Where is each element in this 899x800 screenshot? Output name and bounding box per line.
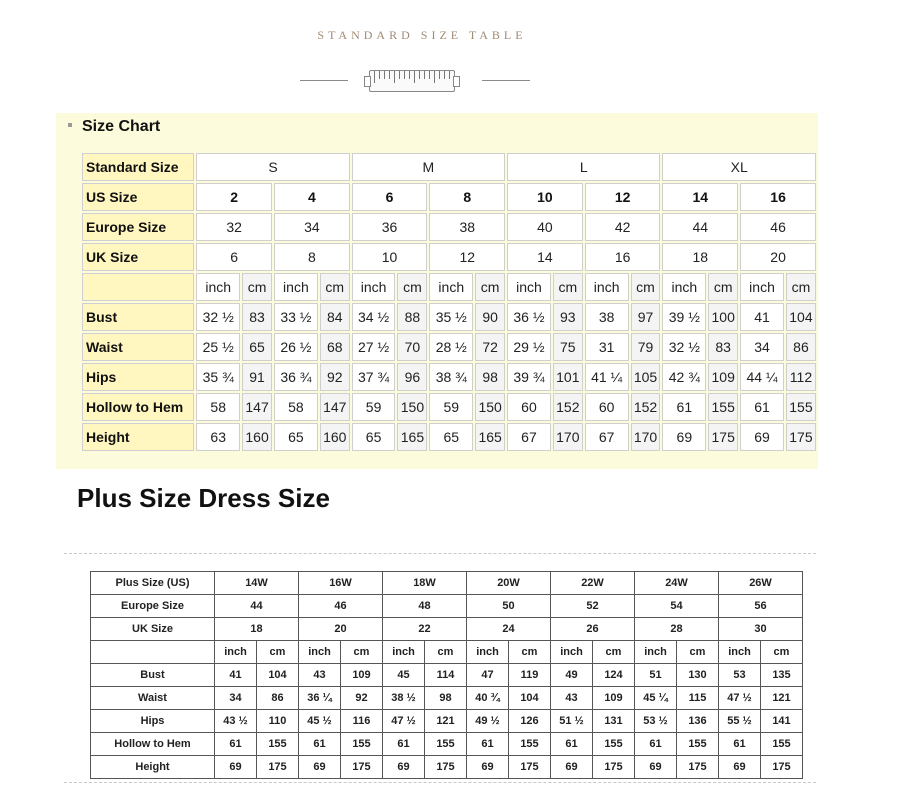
plus-measurement-row	[91, 756, 803, 779]
dashed-divider-top	[64, 553, 816, 554]
unit-cm-cell: cm	[761, 641, 803, 664]
unit-row	[82, 273, 816, 301]
unit-inch-cell: inch	[585, 273, 629, 301]
inch-value-cell: 67	[585, 423, 629, 451]
inch-value-cell: 49	[551, 664, 593, 687]
cm-value-cell: 126	[509, 710, 551, 733]
cm-value-cell: 86	[257, 687, 299, 710]
tape-tick	[429, 71, 430, 79]
cm-value-cell: 114	[425, 664, 467, 687]
inch-value-cell: 32 ½	[196, 303, 240, 331]
cm-value-cell: 165	[397, 423, 427, 451]
unit-row-label	[82, 273, 194, 301]
cm-value-cell: 155	[257, 733, 299, 756]
cm-value-cell: 84	[320, 303, 350, 331]
europe-size-cell: 38	[429, 213, 505, 241]
inch-value-cell: 41	[740, 303, 784, 331]
inch-value-cell: 60	[585, 393, 629, 421]
europe-size-cell: 46	[299, 595, 383, 618]
cm-value-cell: 170	[553, 423, 583, 451]
inch-value-cell: 34	[215, 687, 257, 710]
inch-value-cell: 40 ¾	[467, 687, 509, 710]
unit-inch-cell: inch	[299, 641, 341, 664]
inch-value-cell: 43 ½	[215, 710, 257, 733]
inch-value-cell: 59	[429, 393, 473, 421]
plus-size-table	[90, 571, 803, 779]
uk-size-cell: 18	[662, 243, 738, 271]
cm-value-cell: 175	[761, 756, 803, 779]
plus-size-cell: 26W	[719, 572, 803, 595]
inch-value-cell: 58	[274, 393, 318, 421]
inch-value-cell: 31	[585, 333, 629, 361]
inch-value-cell: 43	[551, 687, 593, 710]
inch-value-cell: 61	[551, 733, 593, 756]
tape-tick	[434, 71, 435, 83]
inch-value-cell: 38	[585, 303, 629, 331]
inch-value-cell: 61	[635, 733, 677, 756]
cm-value-cell: 155	[509, 733, 551, 756]
cm-value-cell: 141	[761, 710, 803, 733]
row-label: US Size	[82, 183, 194, 211]
inch-value-cell: 55 ½	[719, 710, 761, 733]
tape-tick	[399, 71, 400, 79]
europe-size-cell: 34	[274, 213, 350, 241]
inch-value-cell: 33 ½	[274, 303, 318, 331]
unit-inch-cell: inch	[551, 641, 593, 664]
us-size-cell: 10	[507, 183, 583, 211]
us-size-cell: 6	[352, 183, 428, 211]
inch-value-cell: 67	[507, 423, 551, 451]
uk-size-cell: 28	[635, 618, 719, 641]
cm-value-cell: 119	[509, 664, 551, 687]
cm-value-cell: 109	[708, 363, 738, 391]
inch-value-cell: 45	[383, 664, 425, 687]
cm-value-cell: 155	[761, 733, 803, 756]
unit-inch-cell: inch	[719, 641, 761, 664]
cm-value-cell: 175	[509, 756, 551, 779]
us-size-cell: 12	[585, 183, 661, 211]
plus-size-cell: 20W	[467, 572, 551, 595]
unit-cm-cell: cm	[475, 273, 505, 301]
uk-size-cell: 18	[215, 618, 299, 641]
tape-tab-right	[453, 76, 460, 87]
inch-value-cell: 61	[740, 393, 784, 421]
cm-value-cell: 96	[397, 363, 427, 391]
tape-tab-left	[364, 76, 371, 87]
standard-size-row	[82, 153, 816, 181]
cm-value-cell: 175	[708, 423, 738, 451]
inch-value-cell: 65	[352, 423, 396, 451]
us-size-cell: 2	[196, 183, 272, 211]
tape-tick	[394, 71, 395, 83]
inch-value-cell: 49 ½	[467, 710, 509, 733]
unit-cm-cell: cm	[553, 273, 583, 301]
cm-value-cell: 152	[631, 393, 661, 421]
inch-value-cell: 28 ½	[429, 333, 473, 361]
cm-value-cell: 104	[257, 664, 299, 687]
unit-cm-cell: cm	[320, 273, 350, 301]
unit-cm-cell: cm	[509, 641, 551, 664]
cm-value-cell: 79	[631, 333, 661, 361]
inch-value-cell: 61	[215, 733, 257, 756]
inch-value-cell: 29 ½	[507, 333, 551, 361]
cm-value-cell: 92	[341, 687, 383, 710]
inch-value-cell: 58	[196, 393, 240, 421]
inch-value-cell: 51	[635, 664, 677, 687]
unit-cm-cell: cm	[708, 273, 738, 301]
plus-size-cell: 24W	[635, 572, 719, 595]
tape-tick	[404, 71, 405, 79]
cm-value-cell: 147	[320, 393, 350, 421]
unit-cm-cell: cm	[786, 273, 816, 301]
plus-measurement-row	[91, 733, 803, 756]
unit-inch-cell: inch	[507, 273, 551, 301]
cm-value-cell: 150	[475, 393, 505, 421]
cm-value-cell: 109	[341, 664, 383, 687]
row-label: Plus Size (US)	[91, 572, 215, 595]
cm-value-cell: 86	[786, 333, 816, 361]
unit-cm-cell: cm	[677, 641, 719, 664]
uk-size-cell: 10	[352, 243, 428, 271]
tape-tick	[424, 71, 425, 79]
us-size-row	[82, 183, 816, 211]
uk-size-cell: 14	[507, 243, 583, 271]
row-label: Europe Size	[91, 595, 215, 618]
cm-value-cell: 116	[341, 710, 383, 733]
plus-unit-row	[91, 641, 803, 664]
tape-tick	[374, 71, 375, 83]
inch-value-cell: 69	[551, 756, 593, 779]
cm-value-cell: 155	[786, 393, 816, 421]
europe-size-cell: 56	[719, 595, 803, 618]
inch-value-cell: 37 ¾	[352, 363, 396, 391]
inch-value-cell: 39 ¾	[507, 363, 551, 391]
tape-tick	[449, 71, 450, 79]
us-size-cell: 4	[274, 183, 350, 211]
size-chart-heading: Size Chart	[82, 118, 161, 135]
uk-size-cell: 26	[551, 618, 635, 641]
cm-value-cell: 175	[257, 756, 299, 779]
cm-value-cell: 150	[397, 393, 427, 421]
cm-value-cell: 70	[397, 333, 427, 361]
cm-value-cell: 105	[631, 363, 661, 391]
unit-inch-cell: inch	[352, 273, 396, 301]
measurement-row	[82, 363, 816, 391]
standard-size-cell: S	[196, 153, 349, 181]
tape-tick	[409, 71, 410, 79]
unit-cm-cell: cm	[242, 273, 272, 301]
uk-size-cell: 8	[274, 243, 350, 271]
inch-value-cell: 36 ¼	[299, 687, 341, 710]
inch-value-cell: 69	[740, 423, 784, 451]
plus-europe-size-row	[91, 595, 803, 618]
title-divider-left	[300, 80, 348, 81]
unit-cm-cell: cm	[397, 273, 427, 301]
measurement-row	[82, 393, 816, 421]
inch-value-cell: 26 ½	[274, 333, 318, 361]
europe-size-row	[82, 213, 816, 241]
inch-value-cell: 69	[635, 756, 677, 779]
cm-value-cell: 175	[677, 756, 719, 779]
cm-value-cell: 68	[320, 333, 350, 361]
inch-value-cell: 65	[429, 423, 473, 451]
inch-value-cell: 59	[352, 393, 396, 421]
inch-value-cell: 69	[662, 423, 706, 451]
cm-value-cell: 97	[631, 303, 661, 331]
inch-value-cell: 61	[719, 733, 761, 756]
row-label: Waist	[82, 333, 194, 361]
plus-size-title: Plus Size Dress Size	[77, 483, 330, 513]
standard-size-cell: XL	[662, 153, 816, 181]
unit-row-label	[91, 641, 215, 664]
inch-value-cell: 41 ¼	[585, 363, 629, 391]
cm-value-cell: 83	[242, 303, 272, 331]
tape-tick	[414, 71, 415, 83]
cm-value-cell: 91	[242, 363, 272, 391]
uk-size-cell: 22	[383, 618, 467, 641]
uk-size-cell: 20	[299, 618, 383, 641]
europe-size-cell: 50	[467, 595, 551, 618]
measurement-row	[82, 303, 816, 331]
tape-tick	[444, 71, 445, 79]
cm-value-cell: 112	[786, 363, 816, 391]
cm-value-cell: 130	[677, 664, 719, 687]
unit-cm-cell: cm	[631, 273, 661, 301]
cm-value-cell: 155	[341, 733, 383, 756]
cm-value-cell: 152	[553, 393, 583, 421]
inch-value-cell: 53 ½	[635, 710, 677, 733]
cm-value-cell: 75	[553, 333, 583, 361]
europe-size-cell: 32	[196, 213, 272, 241]
cm-value-cell: 160	[320, 423, 350, 451]
cm-value-cell: 72	[475, 333, 505, 361]
unit-inch-cell: inch	[274, 273, 318, 301]
inch-value-cell: 36 ¾	[274, 363, 318, 391]
plus-measurement-row	[91, 687, 803, 710]
inch-value-cell: 25 ½	[196, 333, 240, 361]
cm-value-cell: 160	[242, 423, 272, 451]
cm-value-cell: 109	[593, 687, 635, 710]
cm-value-cell: 101	[553, 363, 583, 391]
plus-uk-size-row	[91, 618, 803, 641]
inch-value-cell: 42 ¾	[662, 363, 706, 391]
cm-value-cell: 93	[553, 303, 583, 331]
cm-value-cell: 98	[425, 687, 467, 710]
row-label: Hollow to Hem	[91, 733, 215, 756]
uk-size-cell: 30	[719, 618, 803, 641]
tape-tick	[384, 71, 385, 79]
row-label: Height	[82, 423, 194, 451]
cm-value-cell: 175	[786, 423, 816, 451]
cm-value-cell: 175	[341, 756, 383, 779]
unit-inch-cell: inch	[383, 641, 425, 664]
cm-value-cell: 110	[257, 710, 299, 733]
unit-inch-cell: inch	[635, 641, 677, 664]
europe-size-cell: 42	[585, 213, 661, 241]
inch-value-cell: 60	[507, 393, 551, 421]
europe-size-cell: 48	[383, 595, 467, 618]
inch-value-cell: 27 ½	[352, 333, 396, 361]
inch-value-cell: 41	[215, 664, 257, 687]
plus-size-cell: 22W	[551, 572, 635, 595]
inch-value-cell: 47	[467, 664, 509, 687]
inch-value-cell: 53	[719, 664, 761, 687]
inch-value-cell: 65	[274, 423, 318, 451]
europe-size-cell: 52	[551, 595, 635, 618]
cm-value-cell: 155	[425, 733, 467, 756]
cm-value-cell: 65	[242, 333, 272, 361]
inch-value-cell: 47 ½	[719, 687, 761, 710]
inch-value-cell: 69	[719, 756, 761, 779]
inch-value-cell: 35 ¾	[196, 363, 240, 391]
tape-tick	[439, 71, 440, 79]
row-label: UK Size	[91, 618, 215, 641]
inch-value-cell: 69	[467, 756, 509, 779]
title-divider-right	[482, 80, 530, 81]
row-label: Waist	[91, 687, 215, 710]
inch-value-cell: 39 ½	[662, 303, 706, 331]
cm-value-cell: 155	[677, 733, 719, 756]
row-label: Europe Size	[82, 213, 194, 241]
inch-value-cell: 38 ½	[383, 687, 425, 710]
cm-value-cell: 124	[593, 664, 635, 687]
inch-value-cell: 35 ½	[429, 303, 473, 331]
row-label: Height	[91, 756, 215, 779]
cm-value-cell: 155	[708, 393, 738, 421]
inch-value-cell: 51 ½	[551, 710, 593, 733]
inch-value-cell: 34	[740, 333, 784, 361]
row-label: UK Size	[82, 243, 194, 271]
plus-size-cell: 14W	[215, 572, 299, 595]
inch-value-cell: 32 ½	[662, 333, 706, 361]
row-label: Hips	[91, 710, 215, 733]
inch-value-cell: 69	[299, 756, 341, 779]
cm-value-cell: 83	[708, 333, 738, 361]
plus-size-cell: 18W	[383, 572, 467, 595]
row-label: Hips	[82, 363, 194, 391]
standard-size-cell: M	[352, 153, 505, 181]
bullet-icon	[68, 123, 72, 127]
inch-value-cell: 45 ¼	[635, 687, 677, 710]
unit-inch-cell: inch	[467, 641, 509, 664]
unit-cm-cell: cm	[593, 641, 635, 664]
uk-size-row	[82, 243, 816, 271]
cm-value-cell: 136	[677, 710, 719, 733]
cm-value-cell: 104	[509, 687, 551, 710]
plus-measurement-row	[91, 710, 803, 733]
europe-size-cell: 46	[740, 213, 816, 241]
inch-value-cell: 38 ¾	[429, 363, 473, 391]
inch-value-cell: 61	[299, 733, 341, 756]
cm-value-cell: 175	[593, 756, 635, 779]
inch-value-cell: 45 ½	[299, 710, 341, 733]
plus-measurement-row	[91, 664, 803, 687]
plus-size-cell: 16W	[299, 572, 383, 595]
inch-value-cell: 36 ½	[507, 303, 551, 331]
row-label: Standard Size	[82, 153, 194, 181]
inch-value-cell: 61	[662, 393, 706, 421]
row-label: Hollow to Hem	[82, 393, 194, 421]
cm-value-cell: 90	[475, 303, 505, 331]
cm-value-cell: 170	[631, 423, 661, 451]
unit-inch-cell: inch	[662, 273, 706, 301]
us-size-cell: 8	[429, 183, 505, 211]
cm-value-cell: 121	[425, 710, 467, 733]
standard-size-table	[80, 151, 818, 453]
cm-value-cell: 98	[475, 363, 505, 391]
us-size-cell: 14	[662, 183, 738, 211]
cm-value-cell: 165	[475, 423, 505, 451]
cm-value-cell: 121	[761, 687, 803, 710]
cm-value-cell: 115	[677, 687, 719, 710]
cm-value-cell: 135	[761, 664, 803, 687]
cm-value-cell: 175	[425, 756, 467, 779]
unit-cm-cell: cm	[341, 641, 383, 664]
standard-size-table-title: STANDARD SIZE TABLE	[317, 28, 527, 42]
tape-tick	[379, 71, 380, 79]
uk-size-cell: 24	[467, 618, 551, 641]
unit-cm-cell: cm	[257, 641, 299, 664]
cm-value-cell: 155	[593, 733, 635, 756]
size-chart-panel	[56, 113, 818, 469]
inch-value-cell: 43	[299, 664, 341, 687]
plus-size-row	[91, 572, 803, 595]
tape-tick	[389, 71, 390, 79]
unit-inch-cell: inch	[740, 273, 784, 301]
europe-size-cell: 40	[507, 213, 583, 241]
inch-value-cell: 69	[383, 756, 425, 779]
inch-value-cell: 34 ½	[352, 303, 396, 331]
measurement-row	[82, 423, 816, 451]
dashed-divider-bottom	[64, 782, 816, 783]
europe-size-cell: 44	[215, 595, 299, 618]
europe-size-cell: 44	[662, 213, 738, 241]
inch-value-cell: 69	[215, 756, 257, 779]
unit-inch-cell: inch	[429, 273, 473, 301]
uk-size-cell: 12	[429, 243, 505, 271]
inch-value-cell: 61	[467, 733, 509, 756]
row-label: Bust	[91, 664, 215, 687]
inch-value-cell: 44 ¼	[740, 363, 784, 391]
cm-value-cell: 100	[708, 303, 738, 331]
tape-tick	[419, 71, 420, 79]
cm-value-cell: 88	[397, 303, 427, 331]
europe-size-cell: 54	[635, 595, 719, 618]
uk-size-cell: 16	[585, 243, 661, 271]
cm-value-cell: 92	[320, 363, 350, 391]
cm-value-cell: 104	[786, 303, 816, 331]
unit-inch-cell: inch	[215, 641, 257, 664]
measurement-row	[82, 333, 816, 361]
unit-cm-cell: cm	[425, 641, 467, 664]
measuring-tape-icon	[369, 70, 455, 92]
uk-size-cell: 20	[740, 243, 816, 271]
inch-value-cell: 63	[196, 423, 240, 451]
europe-size-cell: 36	[352, 213, 428, 241]
unit-inch-cell: inch	[196, 273, 240, 301]
us-size-cell: 16	[740, 183, 816, 211]
standard-size-cell: L	[507, 153, 660, 181]
cm-value-cell: 131	[593, 710, 635, 733]
uk-size-cell: 6	[196, 243, 272, 271]
row-label: Bust	[82, 303, 194, 331]
cm-value-cell: 147	[242, 393, 272, 421]
inch-value-cell: 47 ½	[383, 710, 425, 733]
inch-value-cell: 61	[383, 733, 425, 756]
